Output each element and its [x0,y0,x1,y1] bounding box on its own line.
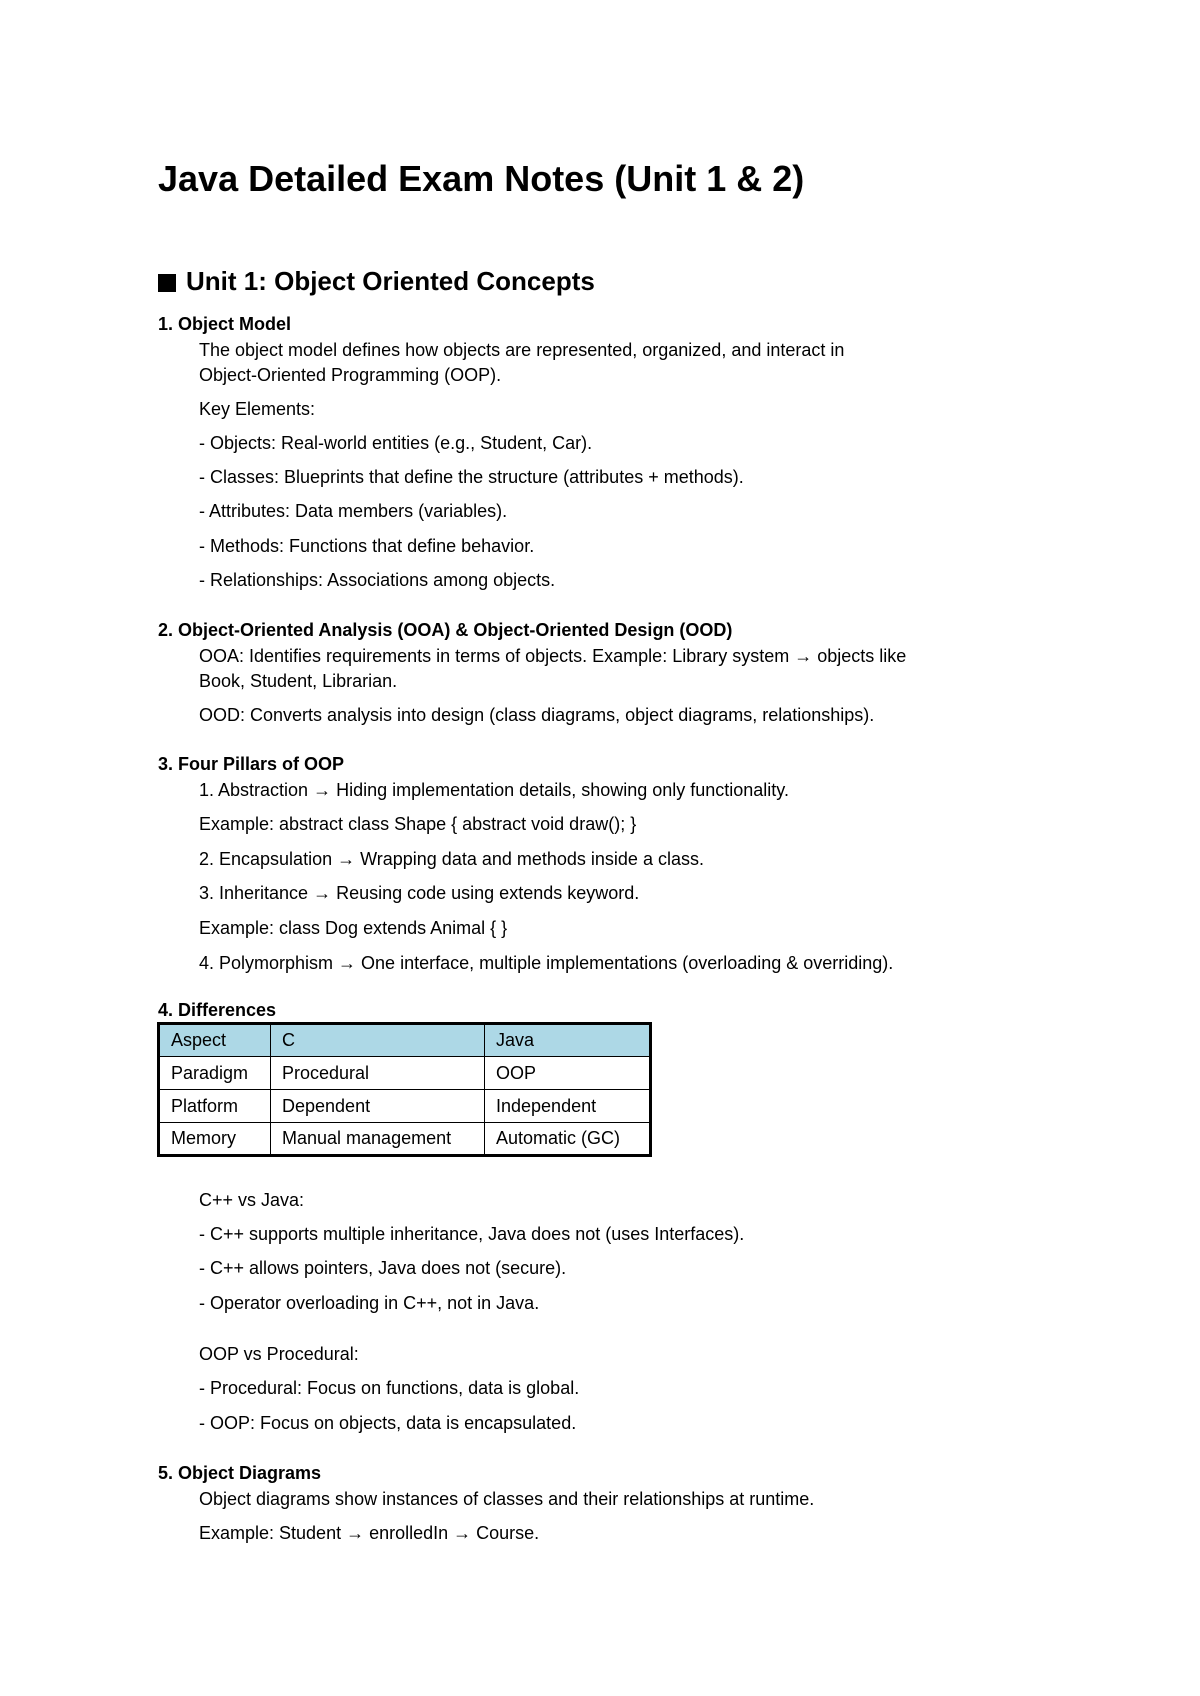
unit-1-heading-text: Unit 1: Object Oriented Concepts [186,266,595,296]
table-cell: Dependent [271,1090,485,1123]
black-square-icon [158,274,176,292]
list-item: - Attributes: Data members (variables). [199,501,508,521]
table-row [159,1123,651,1156]
table-cell: Procedural [271,1057,485,1090]
table-cell: Independent [485,1090,651,1123]
ood-line: OOD: Converts analysis into design (class diagrams, object diagrams, relationships). [199,705,875,725]
ooa-line-2: Book, Student, Librarian. [199,671,398,691]
pillar-line: Example: class Dog extends Animal { } [199,918,508,938]
pillar-line: 2. Encapsulation → Wrapping data and methods inside a class. [199,849,704,869]
table-cell: Platform [159,1090,271,1123]
table-row [159,1057,651,1090]
object-diagrams-heading: 5. Object Diagrams [158,1463,322,1483]
pillar-line: 1. Abstraction → Hiding implementation details, showing only functionality. [199,780,789,800]
list-item: - C++ allows pointers, Java does not (secure). [199,1258,567,1278]
list-item: - Methods: Functions that define behavior. [199,536,535,556]
key-elements-label: Key Elements: [199,399,316,419]
table-cell: Paradigm [159,1057,271,1090]
differences-table [157,1022,652,1157]
pillars-heading: 3. Four Pillars of OOP [158,754,345,774]
table-cell: OOP [485,1057,651,1090]
table-header-cell: Aspect [159,1024,271,1057]
list-item: - Classes: Blueprints that define the structure (attributes + methods). [199,467,744,487]
ooa-ood-heading: 2. Object-Oriented Analysis (OOA) & Object-Oriented Design (OOD) [158,620,733,640]
table-row [159,1090,651,1123]
table-cell: Manual management [271,1123,485,1156]
table-header-row [159,1024,651,1057]
list-item: - Objects: Real-world entities (e.g., Student, Car). [199,433,593,453]
pillar-line: Example: abstract class Shape { abstract void draw(); } [199,814,637,834]
list-item: - Operator overloading in C++, not in Java. [199,1293,540,1313]
object-model-heading: 1. Object Model [158,314,292,334]
pillar-line: 4. Polymorphism → One interface, multiple implementations (overloading & overriding). [199,953,894,973]
differences-heading: 4. Differences [158,1000,277,1020]
ooa-line-1: OOA: Identifies requirements in terms of objects. Example: Library system → objects like [199,646,907,666]
oop-vs-procedural-label: OOP vs Procedural: [199,1344,359,1364]
pillar-line: 3. Inheritance → Reusing code using extends keyword. [199,883,640,903]
list-item: - C++ supports multiple inheritance, Java does not (uses Interfaces). [199,1224,745,1244]
cpp-vs-java-label: C++ vs Java: [199,1190,305,1210]
unit-1-heading [158,266,595,297]
list-item: - Relationships: Associations among objects. [199,570,556,590]
table-cell: Automatic (GC) [485,1123,651,1156]
table-cell: Memory [159,1123,271,1156]
table-header-cell: C [271,1024,485,1057]
object-model-definition-line-2: Object-Oriented Programming (OOP). [199,365,502,385]
object-diagrams-line-1: Object diagrams show instances of classes and their relationships at runtime. [199,1489,815,1509]
table-header-cell: Java [485,1024,651,1057]
list-item: - OOP: Focus on objects, data is encapsulated. [199,1413,577,1433]
object-model-definition-line-1: The object model defines how objects are represented, organized, and interact in [199,340,845,360]
document-title: Java Detailed Exam Notes (Unit 1 & 2) [158,158,805,199]
list-item: - Procedural: Focus on functions, data is global. [199,1378,580,1398]
object-diagrams-line-2: Example: Student → enrolledIn → Course. [199,1523,540,1543]
